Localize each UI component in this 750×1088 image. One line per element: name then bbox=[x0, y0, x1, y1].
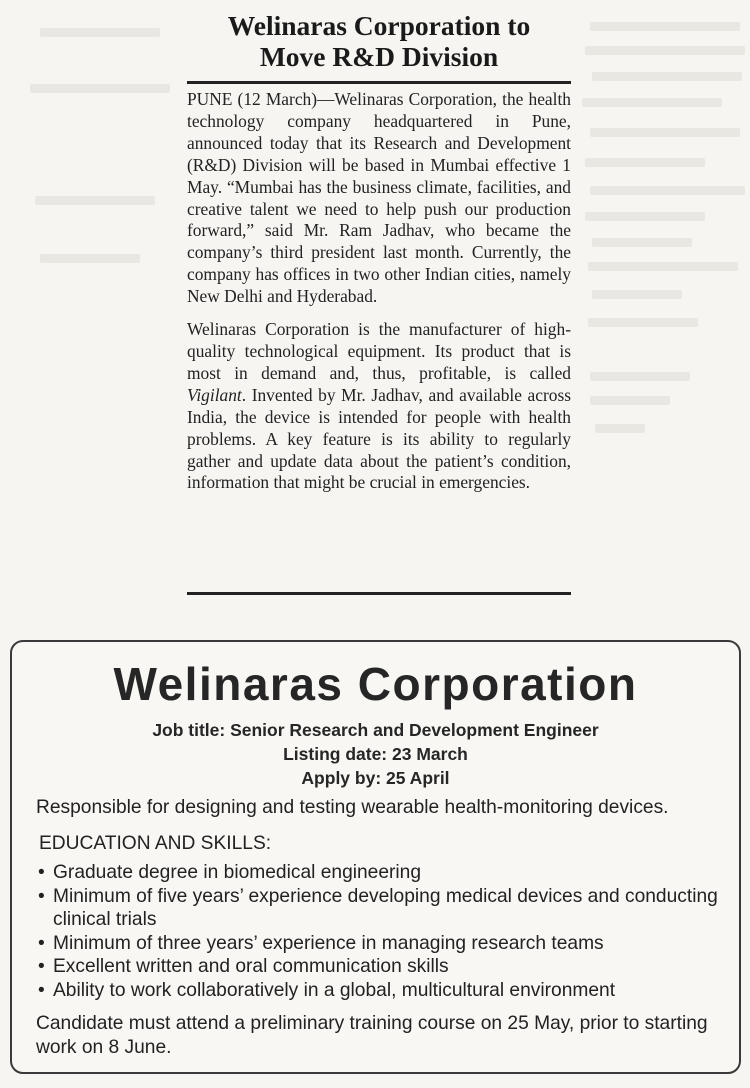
article-headline bbox=[187, 10, 571, 72]
skill-item: • Ability to work collaboratively in a global, multicultural environment bbox=[36, 979, 726, 1003]
apply-by-date: Apply by: 25 April bbox=[301, 768, 450, 788]
ad-body bbox=[36, 796, 726, 1059]
job-responsibility: Responsible for designing and testing wearable health-monitoring devices. bbox=[36, 797, 669, 818]
paragraph-2-text-b: . Invented by Mr. Jadhav, and available across India, the device is intended for people with health problems. A key feature is its ability to regularly gather and update data about the patient’s condition, information that might be crucial in emergencies. bbox=[187, 384, 571, 493]
product-name: Vigilant bbox=[187, 384, 242, 405]
skills-list bbox=[36, 861, 726, 1002]
job-title: Job title: Senior Research and Development Engineer bbox=[152, 720, 599, 740]
training-note: Candidate must attend a preliminary training course on 25 May, prior to starting work on 8 June. bbox=[36, 1013, 708, 1058]
headline-line-2: Move R&D Division bbox=[259, 41, 499, 72]
skill-item: • Excellent written and oral communication skills bbox=[36, 955, 726, 979]
education-heading: EDUCATION AND SKILLS: bbox=[39, 832, 272, 854]
article-paragraph-2 bbox=[187, 319, 571, 494]
headline-line-1: Welinaras Corporation to bbox=[227, 10, 531, 41]
ad-meta bbox=[12, 718, 739, 790]
news-article bbox=[187, 0, 571, 494]
skill-item: • Minimum of three years’ experience in managing research teams bbox=[36, 932, 726, 956]
listing-date: Listing date: 23 March bbox=[283, 744, 468, 764]
headline-rule bbox=[187, 81, 571, 84]
skill-item: • Minimum of five years’ experience developing medical devices and conducting clinical trials bbox=[36, 885, 726, 932]
paragraph-2-text-a: Welinaras Corporation is the manufacturer of high-quality technological equipment. Its product that is most in demand and, thus, profitable, is called bbox=[187, 319, 571, 383]
skill-item: • Graduate degree in biomedical engineering bbox=[36, 861, 726, 885]
ad-company-name: Welinaras Corporation bbox=[113, 658, 638, 710]
article-paragraph-1: PUNE (12 March)—Welinaras Corporation, the health technology company headquartered in Pune, announced today that its Research and Development (R&D) Division will be based in Mumbai effective 1 May. “Mumbai has the business climate, facilities, and creative talent we need to help push our production forward,” said Mr. Ram Jadhav, who became the company’s third president last month. Currently, the company has offices in two other Indian cities, namely New Delhi and Hyderabad. bbox=[187, 89, 571, 307]
job-advertisement bbox=[10, 640, 741, 1074]
article-bottom-rule bbox=[187, 592, 571, 595]
